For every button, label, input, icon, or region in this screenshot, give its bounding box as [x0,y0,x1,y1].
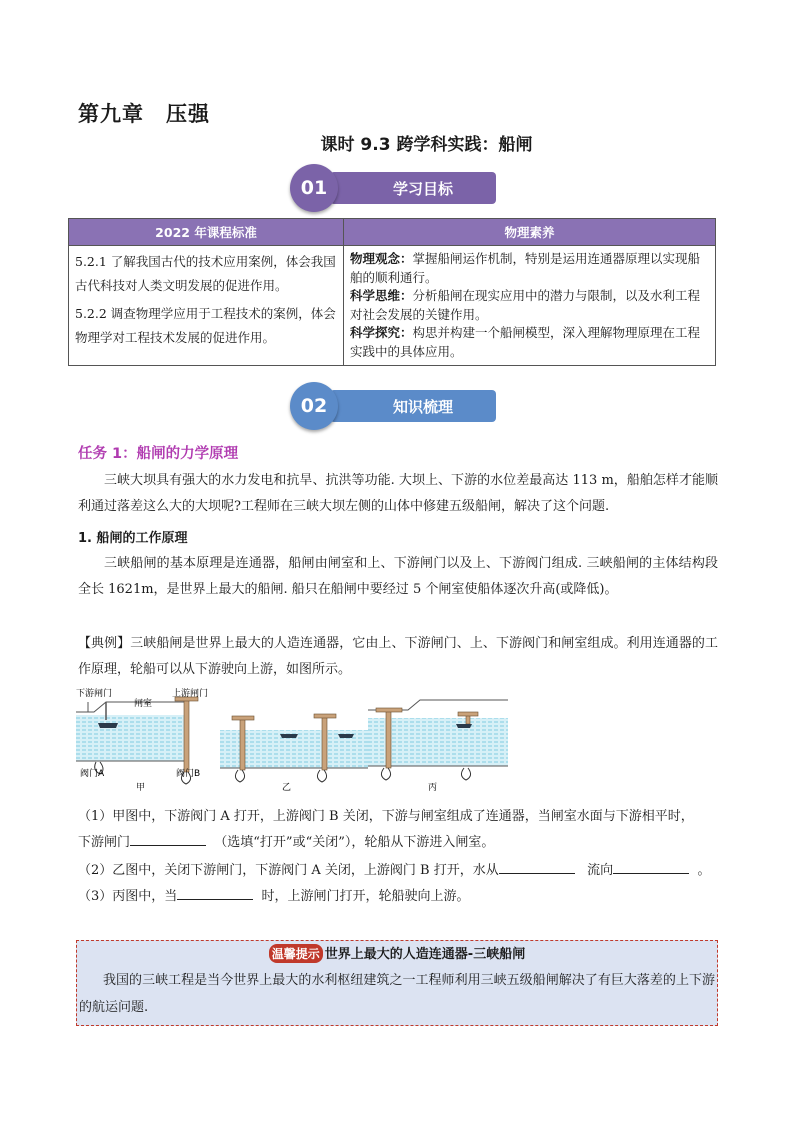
goals-table [68,218,716,366]
tip-heading [77,943,717,963]
answer-blank[interactable] [130,831,206,846]
panel-label: 甲 [136,783,146,793]
answer-blank[interactable] [177,885,253,900]
ship-icon [456,724,472,728]
principle-paragraph: 三峡船闸的基本原理是连通器，船闸由闸室和上、下游闸门以及上、下游阀门组成. 三峡船闸的主体结构段全长 1621m，是世界上最大的船闸. 船只在船闸中要经过 5 个闸室使船体逐次升高(或降低)。 [78,556,718,597]
valve-b-label: 阀门B [176,769,201,779]
question-1: （1）甲图中，下游阀门 A 打开，上游阀门 B 关闭，下游与闸室组成了连通器，当闸室水面与下游相平时， 下游闸门 （选填“打开”或“关闭”），轮船从下游进入闸室。 [78,809,694,850]
literacy-item: 科学思维：分析船闸在现实应用中的潜力与限制，以及水利工程对社会发展的关键作用。 [350,288,701,322]
chapter-title: 第九章 压强 [78,102,210,126]
section-number: 02 [290,382,338,430]
task-heading: 任务 1：船闸的力学原理 [78,446,239,462]
panel-label: 丙 [428,783,438,793]
standard-item: 5.2.1 了解我国古代的技术应用案例，体会我国古代科技对人类文明发展的促进作用。 [75,254,336,293]
panel-bing [368,700,508,793]
section-banner-goals [290,168,498,212]
literacy-item: 科学探究：构思并构建一个船闸模型，深入理解物理原理在工程实践中的具体应用。 [350,325,701,359]
tip-box [76,940,718,1026]
section-label: 学习目标 [330,172,496,204]
subsection-heading: 1. 船闸的工作原理 [78,531,188,546]
panel-label: 乙 [282,783,292,793]
ship-icon [98,723,118,728]
section-banner-knowledge [290,386,498,430]
literacy-item: 物理观念：掌握船闸运作机制，特别是运用连通器原理以实现船舶的顺利通行。 [350,251,701,285]
example-tag: 【典例】 [78,636,131,651]
intro-paragraph: 三峡大坝具有强大的水力发电和抗旱、抗洪等功能. 大坝上、下游的水位差最高达 113 m，船舶怎样才能顺利通过落差这么大的大坝呢?工程师在三峡大坝左侧的山体中修建五级船闸，解决了这个问题. [78,473,718,514]
ship-icon [280,734,298,738]
ship-lock-figure [76,684,516,796]
lower-gate-label: 下游闸门 [76,689,113,699]
question-2: （2）乙图中，关闭下游闸门，下游阀门 A 关闭，上游阀门 B 打开，水从 流向 。 [78,858,718,884]
lesson-title: 课时 9.3 跨学科实践：船闸 [320,135,533,155]
panel-jia [76,687,208,793]
valve-a-label: 阀门A [80,769,105,779]
tip-title: 世界上最大的人造连通器-三峡船闸 [324,947,526,962]
standard-item: 5.2.2 调查物理学应用于工程技术的案例，体会物理学对工程技术发展的促进作用。 [75,306,336,345]
table-header: 物理素养 [344,219,716,246]
section-number: 01 [290,164,338,212]
upper-gate-label: 上游闸门 [172,689,209,699]
chamber-label: 闸室 [134,699,153,709]
ship-icon [338,734,354,738]
answer-blank[interactable] [613,859,689,874]
question-3: （3）丙图中，当 时，上游闸门打开，轮船驶向上游。 [78,884,718,910]
example-text: 三峡船闸是世界上最大的人造连通器，它由上、下游闸门、上、下游阀门和闸室组成。利用连通器的工作原理，轮船可以从下游驶向上游，如图所示。 [78,636,718,677]
tip-badge: 温馨提示 [269,944,323,963]
standards-cell [69,246,344,366]
example-paragraph [78,631,718,683]
table-header: 2022 年课程标准 [69,219,344,246]
tip-text: 我国的三峡工程是当今世界上最大的水利枢纽建筑之一工程师利用三峡五级船闸解决了有巨大落差的上下游的航运问题. [79,973,715,1015]
answer-blank[interactable] [499,859,575,874]
literacy-cell [344,246,716,366]
section-label: 知识梳理 [330,390,496,422]
panel-yi [220,714,368,793]
